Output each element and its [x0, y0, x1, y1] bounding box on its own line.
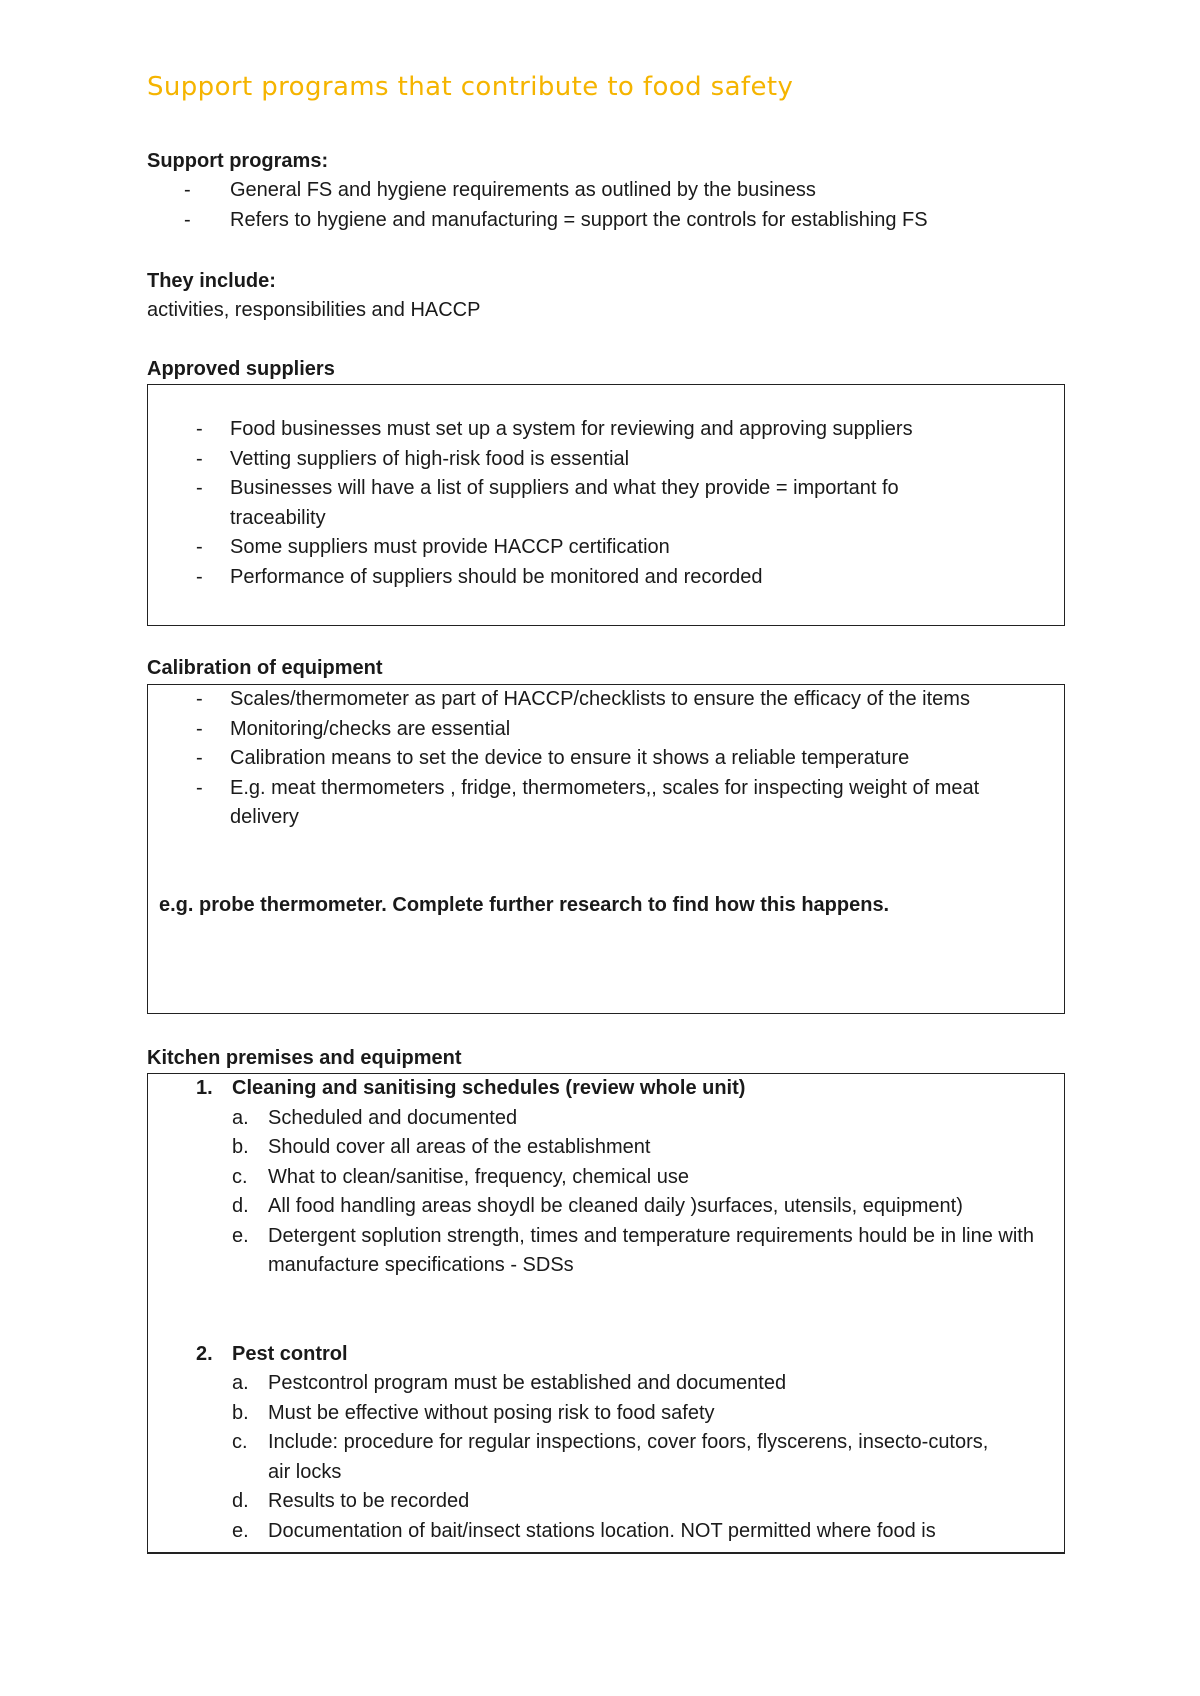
item-text: Pestcontrol program must be established and documented [268, 1372, 787, 1394]
list-item: - Refers to hygiene and manufacturing = support the controls for establishing FS [147, 206, 1065, 236]
document-title: Support programs that contribute to food safety [147, 72, 794, 102]
calibration-list [148, 685, 1064, 833]
item-marker: e. [232, 1224, 249, 1247]
list-item [232, 1163, 1064, 1193]
list-item [232, 1487, 1064, 1517]
item-text: Should cover all areas of the establishment [268, 1136, 651, 1158]
approved-suppliers-heading-wrap [147, 355, 1065, 384]
list-item [232, 1517, 1064, 1547]
list-item: - Performance of suppliers should be monitored and recorded [148, 563, 1064, 593]
kitchen-heading-wrap [147, 1044, 1065, 1073]
approved-suppliers-list [148, 415, 1064, 592]
item-text: All food handling areas shoydl be cleaned daily )surfaces, utensils, equipment) [268, 1195, 963, 1217]
support-programs-section [147, 147, 1065, 235]
list-item: - Some suppliers must provide HACCP certification [148, 533, 1064, 563]
item-marker: c. [232, 1431, 248, 1453]
item-marker: b. [232, 1136, 249, 1158]
list-item [232, 1428, 1064, 1487]
list-item [232, 1133, 1064, 1163]
item-text: Documentation of bait/insect stations location. NOT permitted where food is [268, 1519, 936, 1542]
section-label: Pest control [232, 1342, 348, 1365]
list-item [232, 1369, 1064, 1399]
section-label: Cleaning and sanitising schedules (review whole unit) [232, 1077, 746, 1099]
list-item: - Monitoring/checks are essential [148, 715, 1064, 745]
pest-control-items-list [232, 1369, 1064, 1546]
they-include-heading: They include: [147, 270, 276, 292]
item-text: Include: procedure for regular inspections, cover foors, flyscerens, insecto-cutors, air locks [268, 1431, 989, 1483]
item-text: Detergent soplution strength, times and temperature requirements hould be in line with manufacture specifications - SDSs [268, 1224, 1034, 1276]
calibration-heading: Calibration of equipment [147, 657, 383, 679]
approved-suppliers-box [147, 384, 1065, 626]
kitchen-box [147, 1073, 1065, 1554]
item-text: Must be effective without posing risk to food safety [268, 1401, 715, 1424]
kitchen-section-cleaning [148, 1074, 1064, 1281]
calibration-heading-wrap [147, 654, 1065, 683]
support-programs-list [147, 176, 1065, 235]
list-item: - Businesses will have a list of suppliers and what they provide = important fo traceability [148, 474, 1064, 533]
list-item: - Vetting suppliers of high-risk food is essential [148, 445, 1064, 475]
kitchen-section-pest-control [148, 1340, 1064, 1547]
item-text: Scheduled and documented [268, 1106, 518, 1129]
calibration-note: e.g. probe thermometer. Complete further research to find how this happens. [159, 893, 890, 916]
list-item: - E.g. meat thermometers , fridge, thermometers,, scales for inspecting weight of meat delivery [148, 774, 1064, 833]
kitchen-heading: Kitchen premises and equipment [147, 1047, 462, 1069]
list-item: - General FS and hygiene requirements as outlined by the business [147, 176, 1065, 206]
list-item [232, 1222, 1064, 1281]
list-item [232, 1192, 1064, 1222]
item-marker: d. [232, 1195, 249, 1217]
approved-suppliers-heading: Approved suppliers [147, 358, 335, 380]
list-item: - Calibration means to set the device to ensure it shows a reliable temperature [148, 744, 1064, 774]
item-text: What to clean/sanitise, frequency, chemical use [268, 1165, 689, 1188]
they-include-text: activities, responsibilities and HACCP [147, 299, 481, 321]
item-marker: e. [232, 1519, 249, 1542]
list-item: - Food businesses must set up a system for reviewing and approving suppliers [148, 415, 1064, 445]
section-number: 2. [196, 1342, 213, 1365]
kitchen-sections-list [148, 1074, 1064, 1546]
item-marker: b. [232, 1401, 249, 1424]
they-include-section [147, 267, 1065, 325]
list-item: - Scales/thermometer as part of HACCP/checklists to ensure the efficacy of the items [148, 685, 1064, 715]
item-marker: d. [232, 1490, 249, 1512]
list-item [232, 1104, 1064, 1134]
calibration-box [147, 684, 1065, 1014]
cleaning-items-list [232, 1104, 1064, 1281]
item-marker: c. [232, 1165, 248, 1188]
item-marker: a. [232, 1372, 249, 1394]
section-number: 1. [196, 1077, 213, 1099]
item-marker: a. [232, 1106, 249, 1129]
list-item [232, 1399, 1064, 1429]
item-text: Results to be recorded [268, 1490, 470, 1512]
support-programs-heading: Support programs: [147, 150, 329, 172]
